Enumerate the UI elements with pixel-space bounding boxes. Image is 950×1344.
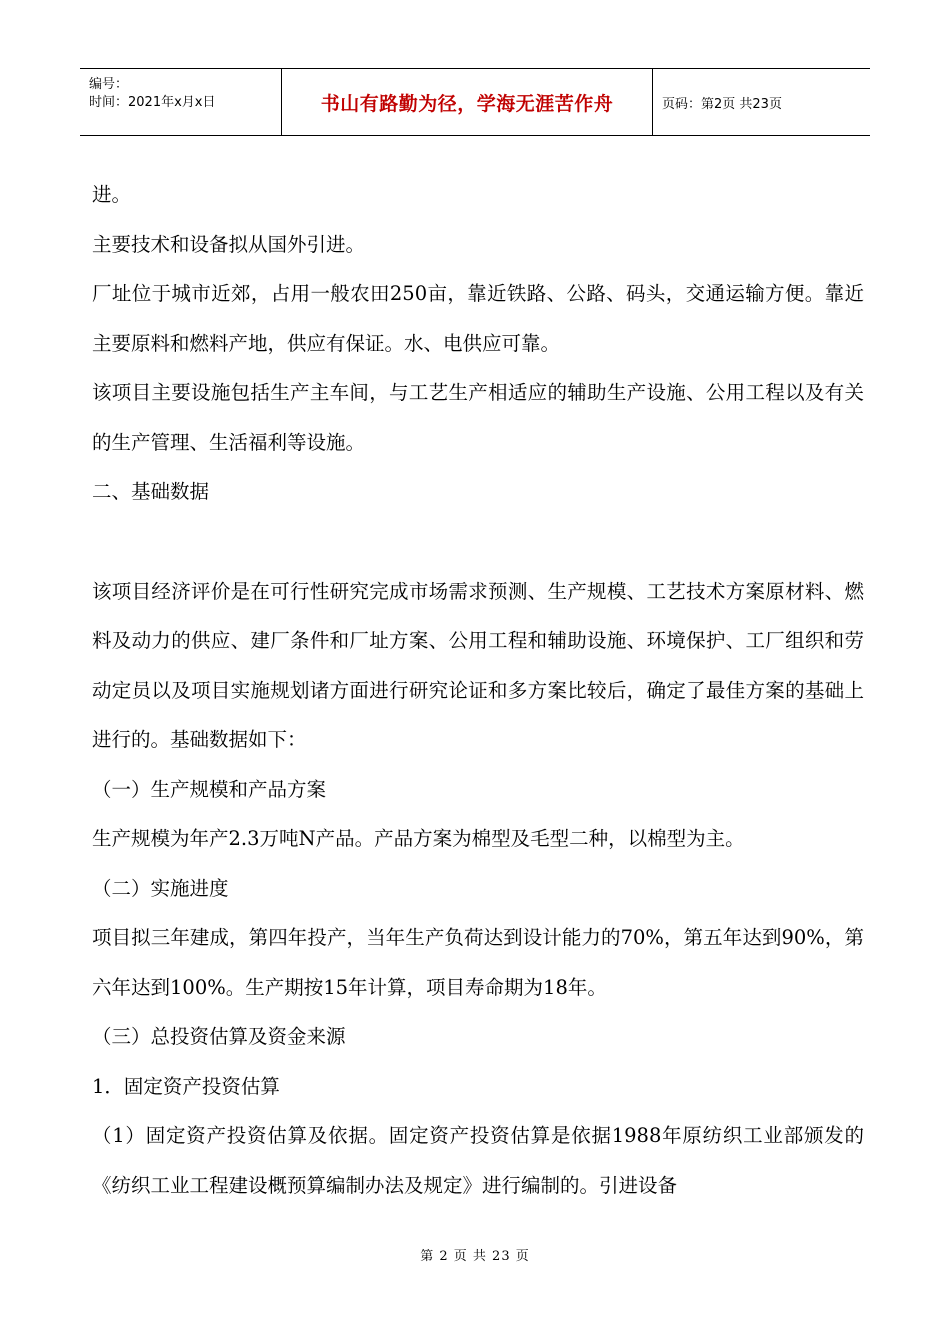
section-heading: 二、基础数据 bbox=[92, 480, 210, 503]
document-number-label: 编号： bbox=[89, 77, 129, 92]
page-header bbox=[80, 68, 870, 136]
subsection-heading: （一）生产规模和产品方案 bbox=[92, 777, 327, 801]
paragraph: 该项目经济评价是在可行性研究完成市场需求预测、生产规模、工艺技术方案原材料、燃料及动力的供应、建厂条件和厂址方案、公用工程和辅助设施、环境保护、工厂组织和劳动定员以及项目实施规划诸方面进行研究论证和多方案比较后，确定了最佳方案的基础上进行的。基础数据如下： bbox=[92, 579, 864, 751]
paragraph: 该项目主要设施包括生产主车间，与工艺生产相适应的辅助生产设施、公用工程以及有关的生产管理、生活福利等设施。 bbox=[92, 381, 864, 454]
paragraph: 项目拟三年建成，第四年投产，当年生产负荷达到设计能力的70%，第五年达到90%，第六年达到100%。生产期按15年计算，项目寿命期为18年。 bbox=[92, 926, 864, 999]
header-page-info: 页码：第2页 共23页 bbox=[662, 96, 782, 112]
paragraph: 进。 bbox=[92, 183, 132, 206]
subsection-heading: 1．固定资产投资估算 bbox=[92, 1074, 280, 1098]
document-time-label: 时间：2021年x月x日 bbox=[89, 95, 216, 110]
subsection-heading: （三）总投资估算及资金来源 bbox=[92, 1025, 346, 1048]
paragraph: （1）固定资产投资估算及依据。固定资产投资估算是依据1988年原纺织工业部颁发的《纺织工业工程建设概预算编制办法及规定》进行编制的。引进设备 bbox=[92, 1124, 864, 1197]
paragraph: 主要技术和设备拟从国外引进。 bbox=[92, 232, 366, 256]
document-body bbox=[92, 170, 864, 1210]
paragraph: 生产规模为年产2.3万吨N产品。产品方案为棉型及毛型二种，以棉型为主。 bbox=[92, 827, 745, 850]
header-motto-cell bbox=[282, 69, 653, 135]
page-footer: 第 2 页 共 23 页 bbox=[420, 1249, 530, 1264]
paragraph: 厂址位于城市近郊，占用一般农田250亩，靠近铁路、公路、码头，交通运输方便。靠近主要原料和燃料产地，供应有保证。水、电供应可靠。 bbox=[92, 282, 864, 355]
subsection-heading: （二）实施进度 bbox=[92, 876, 229, 900]
header-page-cell bbox=[653, 69, 870, 135]
header-meta-cell bbox=[80, 69, 282, 135]
header-motto: 书山有路勤为径，学海无涯苦作舟 bbox=[320, 92, 614, 115]
blank-line bbox=[92, 517, 864, 567]
